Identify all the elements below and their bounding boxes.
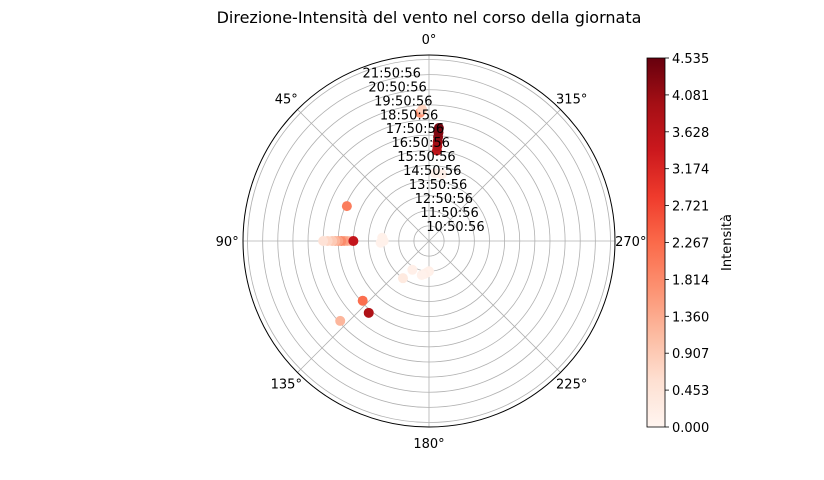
- colorbar-tick-label: 1.360: [672, 310, 710, 326]
- colorbar-tick-label: 1.814: [672, 273, 710, 289]
- radial-tick-label: 16:50:56: [391, 136, 450, 152]
- radial-tick-label: 11:50:56: [420, 206, 479, 222]
- angle-tick-label: 315°: [556, 92, 588, 108]
- radial-tick-label: 14:50:56: [403, 164, 462, 180]
- colorbar-tick-label: 4.081: [672, 88, 710, 104]
- colorbar-tick-label: 2.267: [672, 236, 710, 252]
- data-point: [318, 236, 328, 246]
- radial-tick-label: 19:50:56: [374, 94, 433, 110]
- radial-tick-label: 20:50:56: [368, 80, 427, 96]
- angle-tick-label: 180°: [413, 436, 445, 452]
- radial-tick-labels: [363, 66, 485, 235]
- colorbar-ticks: [665, 52, 709, 436]
- radial-tick-label: 15:50:56: [397, 150, 456, 166]
- colorbar-tick-label: 0.453: [672, 384, 710, 400]
- colorbar-gradient: [647, 58, 665, 427]
- data-point: [348, 236, 358, 246]
- colorbar-tick-label: 2.721: [672, 199, 710, 215]
- radial-tick-label: 13:50:56: [408, 178, 468, 194]
- angular-grid-line: [429, 241, 561, 373]
- radial-tick-label: 17:50:56: [385, 122, 445, 138]
- data-point: [335, 316, 345, 326]
- data-point: [364, 308, 374, 318]
- radial-tick-label: 18:50:56: [379, 108, 439, 124]
- angle-tick-label: 45°: [274, 92, 298, 108]
- colorbar: [647, 52, 735, 436]
- colorbar-tick-label: 3.628: [672, 125, 710, 141]
- chart-title: Direzione-Intensità del vento nel corso della giornata: [216, 8, 642, 27]
- data-point: [417, 270, 427, 280]
- radial-tick-label: 10:50:56: [426, 220, 485, 236]
- data-point: [407, 265, 417, 275]
- data-point: [377, 233, 387, 243]
- colorbar-tick-label: 4.535: [672, 52, 710, 67]
- colorbar-tick-label: 3.174: [672, 162, 710, 178]
- colorbar-label: Intensità: [720, 214, 735, 271]
- data-point: [342, 201, 352, 211]
- angle-tick-label: 270°: [615, 235, 647, 250]
- data-point: [358, 296, 368, 306]
- angle-tick-label: 135°: [270, 377, 302, 393]
- angular-grid-line: [297, 241, 429, 373]
- colorbar-tick-label: 0.000: [672, 421, 710, 436]
- angle-tick-label: 90°: [215, 235, 239, 250]
- data-point: [398, 273, 408, 283]
- angle-tick-label: 0°: [421, 33, 437, 49]
- colorbar-tick-label: 0.907: [672, 347, 710, 363]
- angle-tick-label: 225°: [556, 377, 588, 393]
- radial-tick-label: 12:50:56: [414, 192, 474, 208]
- radial-tick-label: 21:50:56: [362, 66, 421, 82]
